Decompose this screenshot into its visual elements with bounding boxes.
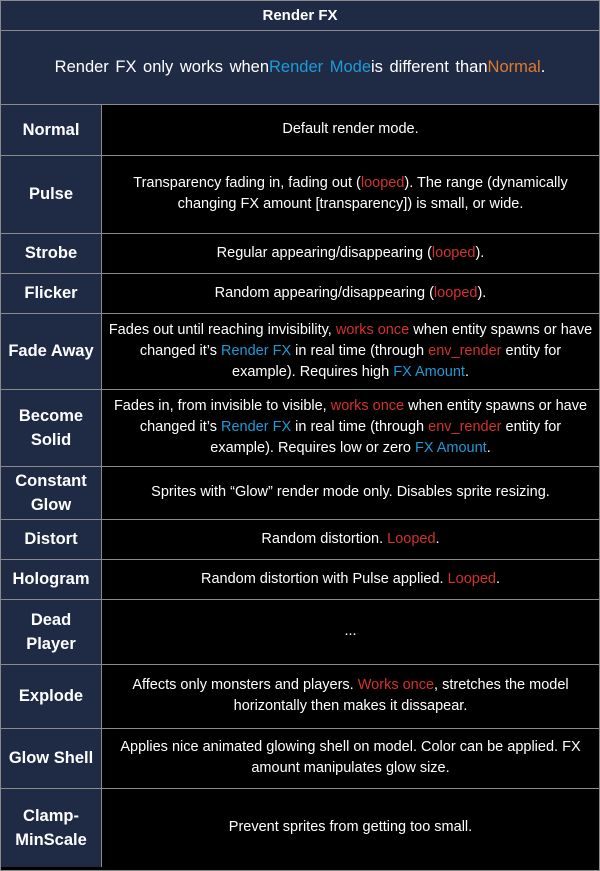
desc-text: when entity spawns or have changed it’s	[139, 398, 588, 435]
table-row	[1, 313, 599, 389]
fx-description	[102, 664, 600, 728]
fx-name: Glow Shell	[1, 728, 102, 788]
desc-text: Fades out until reaching invisibility,	[108, 321, 336, 338]
table-row	[1, 519, 599, 559]
desc-text: .	[464, 363, 469, 380]
table-row	[1, 105, 599, 155]
desc-text: Affects only monsters and players.	[132, 677, 358, 693]
desc-text: Random distortion.	[261, 530, 388, 547]
highlight-text: FX Amount	[393, 363, 465, 380]
desc-text: ).	[477, 284, 487, 301]
desc-text: Prevent sprites from getting too small.	[228, 819, 473, 836]
fx-name: Dead Player	[1, 599, 102, 664]
fx-name: Strobe	[1, 233, 102, 273]
intro-text-1: Render FX only works when	[54, 58, 270, 76]
fx-description	[102, 233, 600, 273]
fx-name: Constant Glow	[1, 466, 102, 519]
fx-description	[102, 313, 600, 389]
desc-text: .	[486, 440, 491, 456]
desc-text: entity for example). Requires high	[232, 342, 562, 380]
desc-text: , stretches the model horizontally then makes it dissapear.	[233, 677, 569, 714]
fx-name: Clamp-MinScale	[1, 788, 102, 867]
desc-text: ).	[475, 244, 485, 261]
fx-description	[102, 389, 600, 466]
desc-text: in real time (through	[291, 419, 429, 435]
fx-description	[102, 466, 600, 519]
fx-name: Normal	[1, 105, 102, 155]
table-row	[1, 559, 599, 599]
table-row	[1, 273, 599, 313]
highlight-text: FX Amount	[414, 440, 487, 456]
desc-text: Random distortion with Pulse applied.	[200, 570, 448, 587]
desc-text: ). The range (dynamically changing FX amount [transparency]) is small, or wide.	[177, 175, 568, 212]
fx-name: Explode	[1, 664, 102, 728]
desc-text: Default render mode.	[282, 121, 419, 138]
desc-text: Sprites with “Glow” render mode only. Disables sprite resizing.	[151, 484, 550, 500]
desc-text: .	[435, 530, 440, 547]
desc-text: in real time (through	[291, 342, 429, 359]
highlight-text: looped	[433, 284, 478, 301]
fx-name: Hologram	[1, 559, 102, 599]
fx-name: Fade Away	[1, 313, 102, 389]
highlight-text: works once	[335, 321, 410, 338]
table-row	[1, 599, 599, 664]
intro-text-2: is different than	[371, 58, 488, 76]
highlight-text: Render FX	[221, 419, 292, 435]
fx-name: Flicker	[1, 273, 102, 313]
table-row	[1, 728, 599, 788]
table-row	[1, 389, 599, 466]
desc-text: Transparency fading in, fading out (	[133, 175, 361, 191]
intro-text-3: .	[540, 58, 546, 76]
desc-text: Applies nice animated glowing shell on model. Color can be applied. FX amount manipulates glow size.	[120, 739, 581, 776]
intro-render-mode: Render Mode	[269, 58, 371, 76]
desc-text: when entity spawns or have changed it’s	[139, 321, 593, 359]
table-title: Render FX	[1, 1, 599, 31]
desc-text: Fades in, from invisible to visible,	[113, 398, 331, 414]
fx-description	[102, 788, 600, 867]
highlight-text: works once	[330, 398, 405, 414]
highlight-text: env_render	[428, 342, 502, 359]
table-row	[1, 466, 599, 519]
highlight-text: looped	[360, 175, 405, 191]
fx-name: Become Solid	[1, 389, 102, 466]
table-row	[1, 233, 599, 273]
desc-text: entity for example). Requires low or zero	[210, 419, 562, 456]
highlight-text: env_render	[428, 419, 502, 435]
table-row	[1, 155, 599, 233]
intro-note	[1, 31, 599, 105]
intro-normal: Normal	[487, 58, 541, 76]
table-row	[1, 788, 599, 867]
highlight-text: looped	[431, 244, 476, 261]
fx-description	[102, 519, 600, 559]
fx-rows-table	[1, 105, 599, 867]
fx-description	[102, 105, 600, 155]
desc-text: Regular appearing/disappearing (	[216, 244, 432, 261]
table-row	[1, 664, 599, 728]
fx-description	[102, 273, 600, 313]
highlight-text: Looped	[447, 570, 496, 587]
desc-text: ...	[344, 623, 357, 639]
fx-description	[102, 559, 600, 599]
desc-text: Random appearing/disappearing (	[214, 284, 434, 301]
highlight-text: Works once	[357, 677, 435, 693]
fx-name: Pulse	[1, 155, 102, 233]
highlight-text: Render FX	[221, 342, 292, 359]
fx-description	[102, 728, 600, 788]
desc-text: .	[496, 570, 501, 587]
fx-description	[102, 155, 600, 233]
fx-description	[102, 599, 600, 664]
highlight-text: Looped	[387, 530, 436, 547]
fx-name: Distort	[1, 519, 102, 559]
